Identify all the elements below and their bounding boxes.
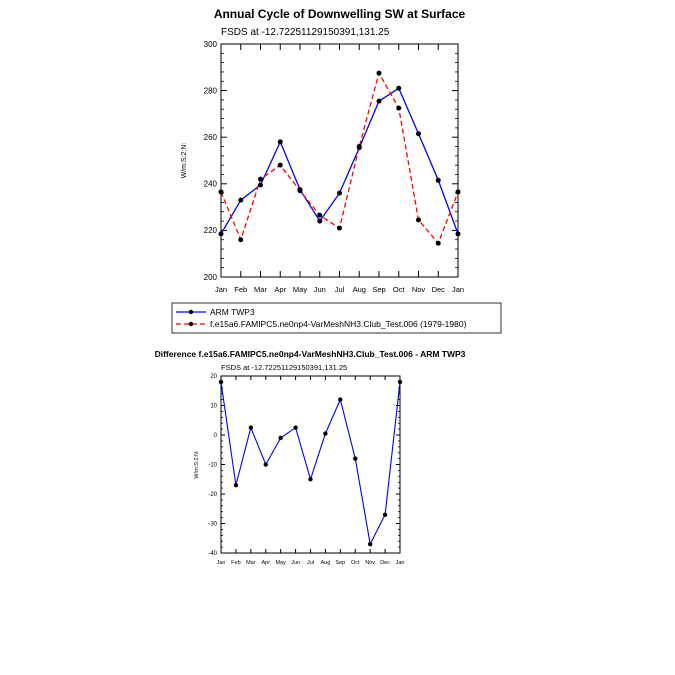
- data-point: [308, 477, 312, 481]
- data-point: [258, 182, 263, 187]
- x-tick-label: Jul: [334, 285, 345, 294]
- data-point: [353, 456, 357, 460]
- y-tick-label: 10: [210, 403, 217, 410]
- x-tick-label: Dec: [380, 560, 390, 566]
- data-point: [323, 431, 327, 435]
- chart-subtitle: FSDS at -12.72251129150391,131.25: [221, 363, 348, 372]
- x-tick-label: May: [275, 560, 286, 566]
- plot-frame: [221, 376, 400, 553]
- chart-title: Annual Cycle of Downwelling SW at Surface: [213, 7, 466, 21]
- chart-title: Difference f.e15a6.FAMIPC5.ne0np4-VarMeshNH3.Club_Test.006 - ARM TWP3: [154, 349, 466, 359]
- x-tick-label: Aug: [352, 285, 366, 294]
- y-tick-label: 260: [203, 133, 217, 142]
- data-point: [396, 106, 401, 111]
- x-tick-label: Jul: [306, 560, 315, 566]
- x-tick-label: Nov: [411, 285, 426, 294]
- data-point: [337, 226, 342, 231]
- data-point: [398, 380, 402, 384]
- x-tick-label: Mar: [254, 285, 267, 294]
- series-line-0: [221, 88, 458, 234]
- data-point: [234, 483, 238, 487]
- x-tick-label: Jan: [216, 560, 226, 566]
- plot-frame: [221, 44, 458, 277]
- data-point: [219, 189, 224, 194]
- x-tick-label: Nov: [365, 560, 376, 566]
- x-tick-label: Feb: [234, 285, 248, 294]
- legend-label-1: f.e15a6.FAMIPC5.ne0np4-VarMeshNH3.Club_Test.006 (1979-1980): [210, 319, 467, 329]
- y-tick-label: -40: [208, 551, 217, 558]
- y-axis-label: W/m:S:2:N:: [181, 142, 188, 179]
- data-point: [456, 189, 461, 194]
- data-point: [317, 219, 322, 224]
- series-line-1: [221, 73, 458, 243]
- y-tick-label: 200: [203, 272, 217, 282]
- data-point: [298, 188, 303, 193]
- chart-difference: [155, 349, 466, 566]
- x-tick-label: Mar: [246, 560, 256, 566]
- legend-marker-0: [189, 310, 193, 314]
- data-point: [396, 86, 401, 91]
- y-tick-label: 20: [210, 374, 217, 381]
- data-point: [383, 512, 387, 516]
- data-point: [278, 436, 282, 440]
- chart-annual-cycle: [172, 7, 501, 333]
- data-point: [337, 191, 342, 196]
- data-point: [264, 462, 268, 466]
- x-tick-label: Oct: [392, 285, 405, 294]
- data-point: [377, 71, 382, 76]
- x-tick-label: Jun: [291, 560, 301, 566]
- y-tick-label: 280: [203, 86, 217, 96]
- data-point: [357, 144, 362, 149]
- x-tick-label: Jan: [214, 285, 228, 294]
- data-point: [249, 425, 253, 429]
- x-tick-label: Dec: [431, 285, 445, 294]
- data-point: [293, 425, 297, 429]
- data-point: [338, 397, 342, 401]
- data-point: [416, 217, 421, 222]
- data-point: [219, 380, 223, 384]
- y-tick-label: 0: [213, 433, 217, 440]
- y-tick-label: -20: [208, 492, 217, 499]
- legend-marker-1: [189, 322, 193, 326]
- data-point: [238, 237, 243, 242]
- data-point: [436, 241, 441, 246]
- data-point: [377, 99, 382, 104]
- x-tick-label: Oct: [350, 560, 360, 566]
- x-tick-label: Apr: [274, 285, 287, 294]
- data-point: [317, 213, 322, 218]
- data-point: [278, 139, 283, 144]
- y-tick-label: -10: [208, 462, 217, 469]
- y-axis-label: W/m:S:2:N:: [194, 450, 200, 479]
- y-tick-label: 240: [203, 179, 217, 189]
- data-point: [436, 178, 441, 183]
- series-line-0: [221, 382, 400, 544]
- data-point: [258, 177, 263, 182]
- x-tick-label: May: [292, 285, 308, 294]
- x-tick-label: Aug: [320, 560, 331, 566]
- legend: [172, 303, 501, 333]
- x-tick-label: Jun: [313, 285, 326, 294]
- y-tick-label: 220: [203, 226, 217, 236]
- x-tick-label: Sep: [335, 560, 346, 566]
- data-point: [368, 542, 372, 546]
- data-point: [416, 131, 421, 136]
- y-tick-label: 300: [203, 39, 217, 49]
- legend-label-0: ARM TWP3: [210, 307, 255, 317]
- data-point: [278, 163, 283, 168]
- x-tick-label: Jan: [395, 560, 405, 566]
- y-tick-label: -30: [208, 521, 217, 528]
- data-point: [456, 231, 461, 236]
- x-tick-label: Apr: [261, 560, 271, 566]
- data-point: [238, 198, 243, 203]
- x-tick-label: Feb: [231, 560, 241, 566]
- data-point: [219, 231, 224, 236]
- chart-subtitle: FSDS at -12.72251129150391,131.25: [221, 27, 390, 38]
- x-tick-label: Jan: [451, 285, 465, 294]
- x-tick-label: Sep: [372, 285, 386, 294]
